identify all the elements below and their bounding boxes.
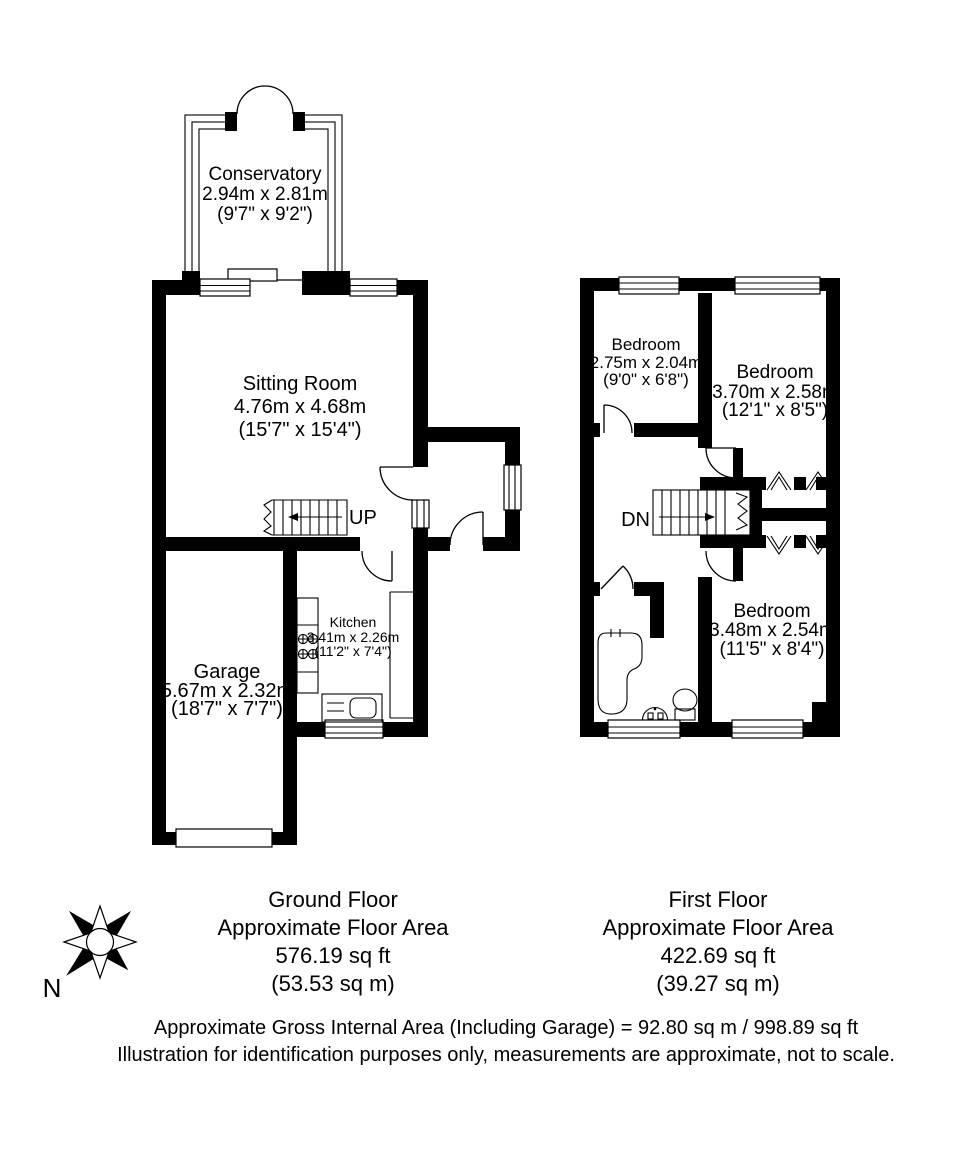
room-size-m: 3.70m x 2.58m — [712, 382, 838, 403]
ground-footer — [217, 887, 449, 996]
stairs-down-label: DN — [621, 509, 650, 531]
first-floor-plan — [580, 277, 840, 738]
room-size-ft: (9'0" x 6'8") — [603, 370, 689, 389]
ground-floor-area-ft: 576.19 sq ft — [275, 943, 391, 968]
window-icon — [350, 279, 397, 296]
ground-floor-area-m: (53.53 sq m) — [271, 971, 395, 996]
room-size-ft: (11'5" x 8'4") — [719, 639, 825, 660]
room-label-sitting-room: Sitting Room — [242, 373, 358, 395]
kitchen-counter — [390, 592, 413, 718]
room-size-ft: (9'7" x 9'2") — [217, 204, 313, 225]
room-size-ft: (18'7" x 7'7") — [171, 698, 283, 720]
bathroom-door-icon — [601, 566, 633, 589]
stairs-up-label: UP — [349, 507, 377, 529]
first-floor-area-m: (39.27 sq m) — [656, 971, 780, 996]
garage-door-icon — [176, 829, 272, 847]
toilet-icon — [673, 689, 697, 720]
bathtub-icon — [598, 629, 642, 714]
room-size-m: 5.67m x 2.32m — [160, 680, 294, 702]
compass-north-label: N — [42, 973, 62, 1003]
disclaimer-line-2: Illustration for identification purposes only, measurements are approximate, not to scale. — [117, 1044, 895, 1066]
ground-floor-title: Ground Floor — [268, 887, 398, 912]
first-labels — [590, 335, 838, 660]
room-label-bedroom1: Bedroom — [611, 335, 681, 354]
room-size-m: 2.75m x 2.04m — [589, 353, 703, 372]
room-label-bedroom2: Bedroom — [736, 362, 814, 383]
staircase-down — [653, 490, 750, 535]
window-icon — [325, 720, 383, 738]
ground-windows — [176, 279, 521, 847]
first-footer — [602, 887, 834, 996]
room-size-ft: (12'1" x 8'5") — [721, 400, 829, 421]
basin-icon — [643, 708, 668, 721]
bedroom2-door-icon — [706, 448, 736, 478]
compass-rose-icon — [43, 906, 136, 1003]
room-size-ft: (11'2" x 7'4") — [314, 643, 392, 659]
room-label-bedroom3: Bedroom — [733, 601, 811, 622]
kitchen-door-icon — [362, 551, 392, 581]
room-size-m: 3.48m x 2.54m — [709, 620, 835, 641]
bedroom1-door-icon — [604, 405, 632, 433]
window-icon — [735, 277, 820, 294]
ground-floor-subtitle: Approximate Floor Area — [217, 915, 449, 940]
ground-floor-plan — [152, 86, 521, 847]
bathroom-fixtures — [598, 629, 697, 720]
room-size-m: 2.94m x 2.81m — [202, 184, 328, 205]
window-icon — [732, 720, 803, 738]
room-size-ft: (15'7" x 15'4") — [238, 419, 362, 441]
ground-labels — [161, 164, 399, 720]
room-label-kitchen: Kitchen — [329, 614, 377, 630]
disclaimer-line-1: Approximate Gross Internal Area (Including Garage) = 92.80 sq m / 998.89 sq ft — [153, 1017, 859, 1039]
window-icon — [200, 279, 250, 296]
hall-door-icon — [380, 467, 413, 500]
kitchen-sink-icon — [322, 694, 382, 722]
first-floor-area-ft: 422.69 sq ft — [660, 943, 776, 968]
room-size-m: 3.41m x 2.26m — [306, 629, 400, 645]
window-icon — [608, 720, 680, 738]
room-size-m: 4.76m x 4.68m — [233, 396, 367, 418]
window-icon — [504, 465, 521, 510]
disclaimer — [117, 1017, 895, 1066]
first-floor-title: First Floor — [668, 887, 768, 912]
first-floor-subtitle: Approximate Floor Area — [602, 915, 834, 940]
bedroom3-door-icon — [706, 551, 736, 581]
window-icon — [619, 277, 679, 294]
window-icon — [412, 500, 429, 528]
room-label-conservatory: Conservatory — [208, 164, 322, 185]
front-door-icon — [450, 512, 483, 545]
room-label-garage: Garage — [193, 661, 261, 683]
staircase-up — [264, 500, 347, 535]
